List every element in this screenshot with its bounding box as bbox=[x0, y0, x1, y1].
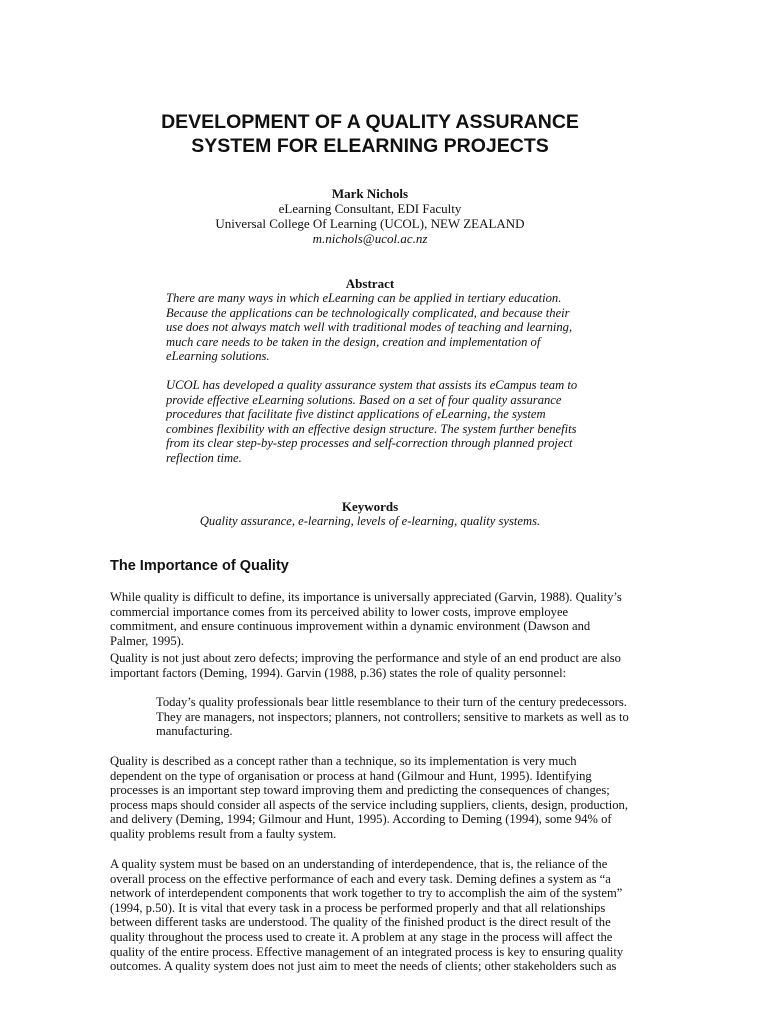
body-paragraph-2: Quality is not just about zero defects; improving the performance and style of an end product are also important factors (Deming, 1994). Garvin (1988, p.36) states the role of quality personnel: bbox=[110, 651, 621, 680]
body-paragraph-4: A quality system must be based on an understanding of interdependence, that is, the reliance of the overall process on the effective performance of each and every task. Deming defines a system as “a network of interdependent components that work together to try to accomplish the aim of the system” (1994, p.50). It is vital that every task in a process be performed properly and that all relationships between different tasks are understood. The quality of the finished product is the direct result of the quality throughout the process used to create it. A problem at any stage in the process will affect the quality of the entire process. Effective management of an integrated process is key to ensuring quality outcomes. A quality system does not just aim to meet the needs of clients; other stakeholders such as bbox=[110, 857, 624, 974]
title-line-1: DEVELOPMENT OF A QUALITY ASSURANCE bbox=[161, 111, 579, 133]
keywords-heading: Keywords bbox=[341, 499, 399, 514]
paper-title bbox=[110, 110, 630, 158]
author-position: eLearning Consultant, EDI Faculty bbox=[278, 201, 462, 216]
author-block bbox=[110, 186, 630, 246]
title-line-2: SYSTEM FOR ELEARNING PROJECTS bbox=[191, 135, 549, 157]
abstract-paragraph-1: There are many ways in which eLearning can be applied in tertiary education. Because the applications can be technologically complicated, and because their use does not always match well with traditional modes of teaching and learning, much care needs to be taken in the design, creation and implementation of eLearning solutions. bbox=[166, 291, 573, 364]
body-paragraph-1: While quality is difficult to define, its importance is universally appreciated (Garvin, 1988). Quality’s commercial importance comes from its perceived ability to lower costs, improve employee commitment, and ensure continuous improvement within a dynamic environment (Dawson and Palmer, 1995). bbox=[110, 590, 622, 648]
body-paragraph-3: Quality is described as a concept rather than a technique, so its implementation is very much dependent on the type of organisation or process at hand (Gilmour and Hunt, 1995). Identifying processes is an important step toward improving them and predicting the consequences of changes; process maps should consider all aspects of the service including suppliers, clients, design, production, and delivery (Deming, 1994; Gilmour and Hunt, 1995). According to Deming (1994), some 94% of quality problems result from a faulty system. bbox=[110, 754, 628, 841]
author-institution: Universal College Of Learning (UCOL), NEW ZEALAND bbox=[215, 216, 525, 231]
abstract-paragraph-2: UCOL has developed a quality assurance system that assists its eCampus team to provide effective eLearning solutions. Based on a set of four quality assurance procedures that facilitate five distinct applications of eLearning, the system combines flexibility with an effective design structure. The system further benefits from its clear step-by-step processes and self-correction through planned project reflection time. bbox=[166, 378, 578, 465]
section-heading: The Importance of Quality bbox=[110, 558, 289, 574]
abstract-heading: Abstract bbox=[345, 276, 395, 291]
block-quote: Today’s quality professionals bear little resemblance to their turn of the century predecessors. They are managers, not inspectors; planners, not controllers; sensitive to markets as well as to manufacturing. bbox=[156, 695, 629, 739]
author-email: m.nichols@ucol.ac.nz bbox=[312, 231, 428, 246]
keywords-text: Quality assurance, e-learning, levels of e-learning, quality systems. bbox=[199, 514, 541, 528]
author-name: Mark Nichols bbox=[331, 186, 409, 201]
